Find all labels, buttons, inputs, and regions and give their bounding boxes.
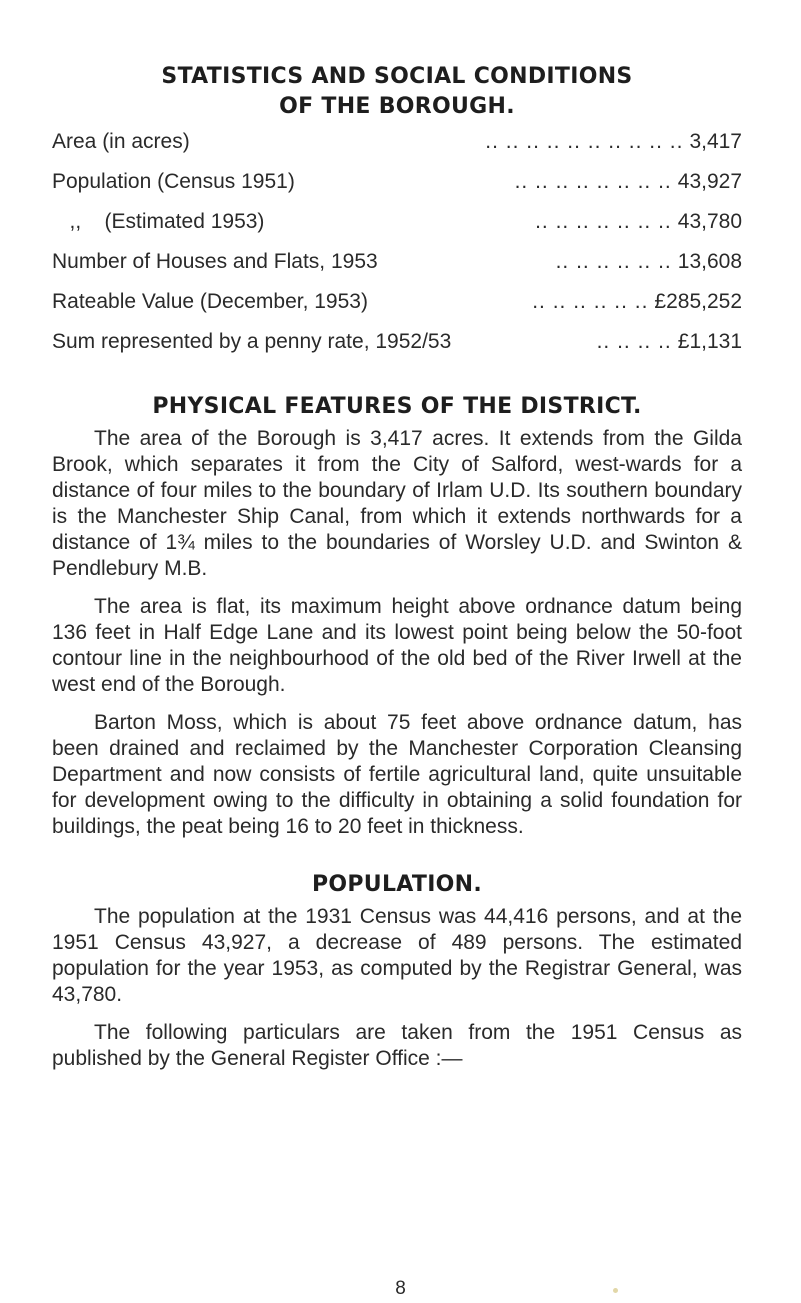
stat-row-population-census (52, 162, 742, 202)
leader-dots: .. .. .. .. .. .. (555, 250, 672, 273)
stat-label: Population (Census 1951) (52, 170, 295, 193)
title-line-2: OF THE BOROUGH. (279, 94, 515, 119)
stat-value: 43,780 (677, 210, 742, 233)
stat-row-population-estimated (52, 202, 742, 242)
population-heading: POPULATION. (311, 872, 483, 897)
leader-dots: .. .. .. .. .. .. .. .. .. .. (485, 130, 684, 153)
stat-row-houses (52, 242, 742, 282)
leader-dots: .. .. .. .. .. .. .. (535, 210, 672, 233)
stat-row-rateable-value (52, 282, 742, 322)
paper-speck (613, 1288, 618, 1293)
paragraph: The population at the 1931 Census was 44,416 persons, and at the 1951 Census 43,927, a decrease of 489 persons. The estimated population for the year 1953, as computed by the Registrar General, was 43,780. (52, 905, 742, 1006)
paragraph: The area of the Borough is 3,417 acres. It extends from the Gilda Brook, which separates it from the City of Salford, west-wards for a distance of four miles to the boundary of Irlam U.D. Its southern boundary is the Manchester Ship Canal, from which it extends northwards for a distance of 1¾ miles to the boundaries of Worsley U.D. and Swinton & Pendlebury M.B. (52, 427, 742, 580)
stat-row-penny-rate (52, 322, 742, 362)
stat-label: Sum represented by a penny rate, 1952/53 (52, 330, 452, 353)
title-line-1: STATISTICS AND SOCIAL CONDITIONS (161, 64, 633, 89)
stat-value: £1,131 (677, 330, 742, 353)
stat-value: 3,417 (689, 130, 742, 153)
paragraph: The area is flat, its maximum height above ordnance datum being 136 feet in Half Edge Lane and its lowest point being below the 50-foot contour line in the neighbourhood of the old bed of the River Irwell at the west end of the Borough. (52, 595, 742, 696)
population-section (52, 870, 742, 1072)
paragraph: The following particulars are taken from the 1951 Census as published by the General Register Office :— (52, 1021, 742, 1070)
stat-row-area (52, 122, 742, 162)
leader-dots: .. .. .. .. (596, 330, 672, 353)
statistics-table (52, 122, 742, 362)
paragraph: Barton Moss, which is about 75 feet above ordnance datum, has been drained and reclaimed by the Manchester Corporation Cleansing Department and now consists of fertile agricultural land, quite unsuitable for development owing to the difficulty in obtaining a solid foundation for buildings, the peat being 16 to 20 feet in thickness. (52, 711, 742, 838)
stat-value: £285,252 (654, 290, 742, 313)
stat-label: ,, (Estimated 1953) (52, 210, 265, 233)
page-number: 8 (395, 1278, 406, 1299)
stat-value: 43,927 (677, 170, 742, 193)
stat-label: Number of Houses and Flats, 1953 (52, 250, 378, 273)
document-page (52, 62, 742, 1072)
stat-label: Rateable Value (December, 1953) (52, 290, 368, 313)
leader-dots: .. .. .. .. .. .. .. .. (514, 170, 672, 193)
physical-features-heading: PHYSICAL FEATURES OF THE DISTRICT. (152, 394, 642, 419)
physical-features-section (52, 392, 742, 840)
stat-value: 13,608 (677, 250, 742, 273)
stat-label: Area (in acres) (52, 130, 190, 153)
leader-dots: .. .. .. .. .. .. (532, 290, 649, 313)
